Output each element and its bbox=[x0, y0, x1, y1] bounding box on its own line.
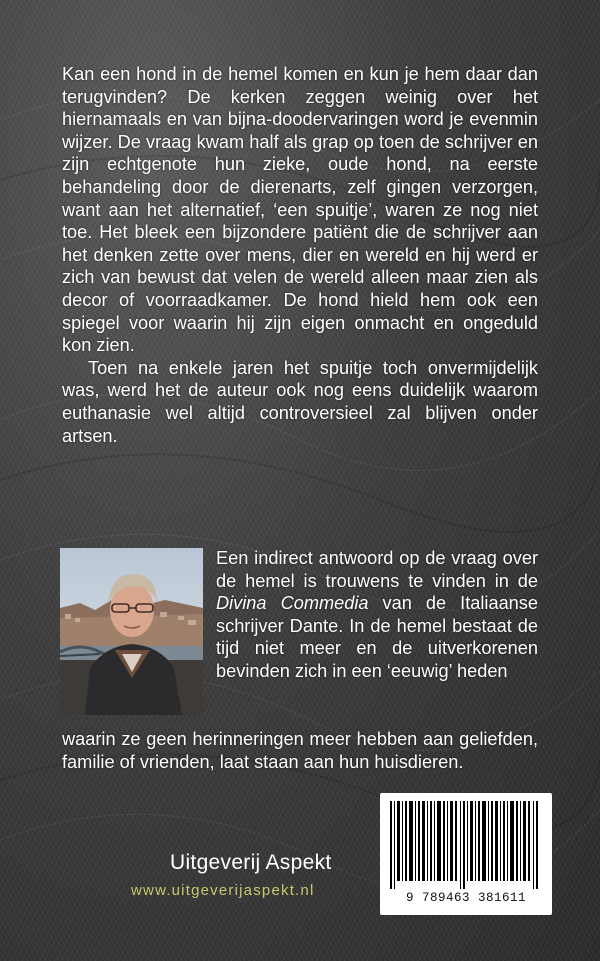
answer-text bbox=[216, 547, 538, 683]
isbn-barcode bbox=[380, 793, 552, 915]
divina-commedia-title: Divina Commedia bbox=[216, 593, 369, 614]
blurb-paragraph-2: Toen na enkele jaren het spuitje toch onvermijdelijk was, werd het de auteur ook nog eens duidelijk waarom euthanasie wel altijd controversieel zal blijven onder artsen. bbox=[62, 357, 538, 446]
blurb-paragraph-1: Kan een hond in de hemel komen en kun je hem daar dan terugvinden? De kerken zeggen weinig over het hiernamaals en van bijna-doodervaringen word je evenmin wijzer. De vraag kwam half als grap op toen de schrijver en zijn echtgenote hun zieke, oude hond, na eerste behandeling door de dierenarts, zelf gingen verzorgen, want aan het alternatief, ‘een spuitje’, waren ze nog niet toe. Het bleek een bijzondere patiënt die de schrijver aan het denken zette over mens, dier en wereld en hij werd er zich van bewust dat velen de wereld alleen maar zien als decor of voorraadkamer. De hond hield hem ook een spiegel voor waarin hij zijn eigen onmacht en ongeduld kon zien. bbox=[62, 64, 538, 356]
author-photo bbox=[60, 548, 203, 715]
answer-text-part-1: Een indirect antwoord op de vraag over de hemel is trouwens te vinden in de bbox=[216, 548, 538, 591]
barcode-bars bbox=[390, 801, 542, 889]
answer-text-part-2: van de Italiaanse schrijver Dante. In de hemel bestaat de tijd niet meer en de uitverkorenen bevinden zich in een ‘eeuwig’ heden bbox=[216, 593, 539, 681]
author-portrait-image bbox=[60, 548, 203, 715]
blurb-text bbox=[62, 63, 538, 447]
publisher-website: www.uitgeverijaspekt.nl bbox=[131, 882, 315, 899]
answer-text-continued: waarin ze geen herinneringen meer hebben aan geliefden, familie of vrienden, laat staan aan hun huisdieren. bbox=[62, 729, 538, 772]
isbn-number: 9 789463 381611 bbox=[405, 891, 527, 905]
publisher-name: Uitgeverij Aspekt bbox=[170, 851, 332, 874]
